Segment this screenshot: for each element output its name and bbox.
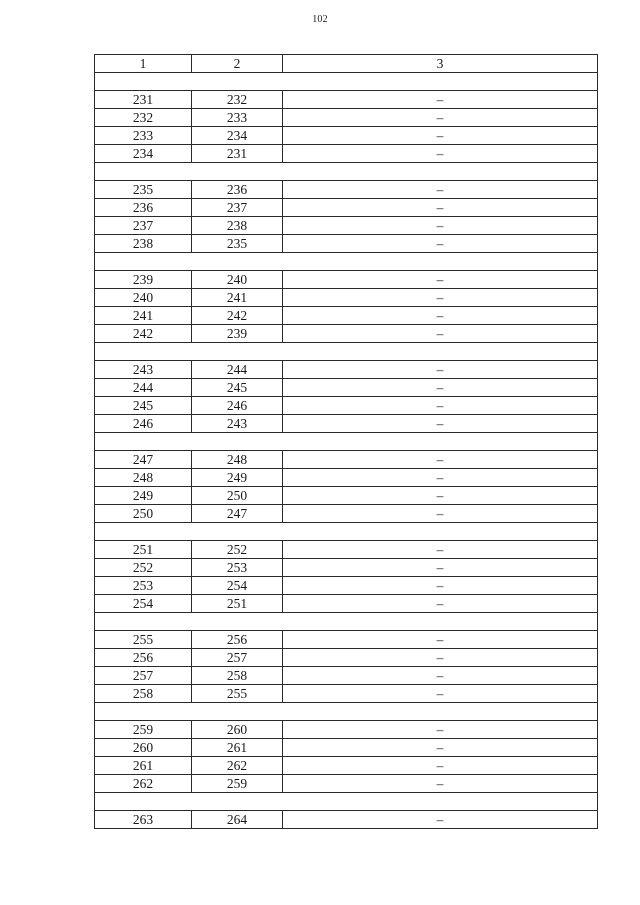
table-row xyxy=(95,649,598,667)
table-row xyxy=(95,505,598,523)
table-cell-col-2: 235 xyxy=(192,235,283,253)
table-cell-col-2: 231 xyxy=(192,145,283,163)
table-cell-col-3: – xyxy=(283,577,598,595)
table-cell-col-3: – xyxy=(283,379,598,397)
table-cell-col-3: – xyxy=(283,631,598,649)
table-cell-col-3: – xyxy=(283,739,598,757)
table-cell-col-2: 259 xyxy=(192,775,283,793)
table-cell-col-1: 242 xyxy=(95,325,192,343)
table-cell-col-2: 249 xyxy=(192,469,283,487)
table-cell-col-3: – xyxy=(283,199,598,217)
separator-cell xyxy=(95,163,598,181)
table-row xyxy=(95,757,598,775)
table-row xyxy=(95,307,598,325)
table-cell-col-1: 240 xyxy=(95,289,192,307)
table-cell-col-1: 260 xyxy=(95,739,192,757)
table-row xyxy=(95,145,598,163)
table-cell-col-2: 248 xyxy=(192,451,283,469)
table-cell-col-3: – xyxy=(283,757,598,775)
table-cell-col-3: – xyxy=(283,325,598,343)
table-cell-col-3: – xyxy=(283,361,598,379)
table-cell-col-3: – xyxy=(283,289,598,307)
table-cell-col-2: 234 xyxy=(192,127,283,145)
table-cell-col-2: 253 xyxy=(192,559,283,577)
table-row xyxy=(95,739,598,757)
separator-cell xyxy=(95,253,598,271)
table-row xyxy=(95,217,598,235)
separator-cell xyxy=(95,343,598,361)
table-cell-col-3: – xyxy=(283,307,598,325)
table-cell-col-1: 246 xyxy=(95,415,192,433)
table-cell-col-3: – xyxy=(283,559,598,577)
table-row xyxy=(95,685,598,703)
table-cell-col-3: – xyxy=(283,667,598,685)
table-cell-col-1: 244 xyxy=(95,379,192,397)
table-cell-col-2: 254 xyxy=(192,577,283,595)
column-header-3: 3 xyxy=(283,55,598,73)
table-row xyxy=(95,775,598,793)
table-row xyxy=(95,91,598,109)
table-cell-col-2: 262 xyxy=(192,757,283,775)
table-cell-col-3: – xyxy=(283,235,598,253)
table-row xyxy=(95,109,598,127)
table-cell-col-3: – xyxy=(283,217,598,235)
table-cell-col-2: 244 xyxy=(192,361,283,379)
table-row xyxy=(95,379,598,397)
group-separator-row xyxy=(95,73,598,91)
table-row xyxy=(95,541,598,559)
table-cell-col-2: 241 xyxy=(192,289,283,307)
table-cell-col-1: 263 xyxy=(95,811,192,829)
separator-cell xyxy=(95,793,598,811)
table-cell-col-2: 233 xyxy=(192,109,283,127)
table-cell-col-1: 234 xyxy=(95,145,192,163)
page-number: 102 xyxy=(312,14,328,25)
table-cell-col-3: – xyxy=(283,469,598,487)
column-header-1: 1 xyxy=(95,55,192,73)
table-cell-col-2: 237 xyxy=(192,199,283,217)
group-separator-row xyxy=(95,253,598,271)
table-cell-col-3: – xyxy=(283,505,598,523)
table-row xyxy=(95,415,598,433)
table-cell-col-1: 254 xyxy=(95,595,192,613)
table-cell-col-2: 242 xyxy=(192,307,283,325)
table-cell-col-2: 246 xyxy=(192,397,283,415)
table-cell-col-3: – xyxy=(283,181,598,199)
table-row xyxy=(95,811,598,829)
table-cell-col-3: – xyxy=(283,685,598,703)
table-cell-col-2: 243 xyxy=(192,415,283,433)
table-cell-col-3: – xyxy=(283,811,598,829)
table-cell-col-1: 238 xyxy=(95,235,192,253)
table-cell-col-1: 251 xyxy=(95,541,192,559)
table-header-row xyxy=(95,55,598,73)
table-cell-col-3: – xyxy=(283,127,598,145)
table-cell-col-2: 247 xyxy=(192,505,283,523)
table-cell-col-1: 256 xyxy=(95,649,192,667)
table-cell-col-1: 252 xyxy=(95,559,192,577)
table-row xyxy=(95,235,598,253)
table-cell-col-3: – xyxy=(283,109,598,127)
table-cell-col-1: 248 xyxy=(95,469,192,487)
table-cell-col-2: 256 xyxy=(192,631,283,649)
table-row xyxy=(95,577,598,595)
table-cell-col-2: 232 xyxy=(192,91,283,109)
table-cell-col-3: – xyxy=(283,775,598,793)
table-cell-col-1: 236 xyxy=(95,199,192,217)
table-row xyxy=(95,595,598,613)
table-cell-col-2: 240 xyxy=(192,271,283,289)
table-row xyxy=(95,127,598,145)
table-row xyxy=(95,631,598,649)
table-row xyxy=(95,487,598,505)
table-cell-col-2: 250 xyxy=(192,487,283,505)
table-row xyxy=(95,559,598,577)
table-body xyxy=(95,55,598,829)
table-cell-col-3: – xyxy=(283,271,598,289)
table-cell-col-2: 258 xyxy=(192,667,283,685)
data-table xyxy=(94,54,598,829)
separator-cell xyxy=(95,433,598,451)
table-cell-col-1: 262 xyxy=(95,775,192,793)
table-cell-col-2: 252 xyxy=(192,541,283,559)
table-cell-col-1: 237 xyxy=(95,217,192,235)
table-row xyxy=(95,397,598,415)
group-separator-row xyxy=(95,343,598,361)
group-separator-row xyxy=(95,703,598,721)
group-separator-row xyxy=(95,523,598,541)
separator-cell xyxy=(95,73,598,91)
table-cell-col-2: 251 xyxy=(192,595,283,613)
group-separator-row xyxy=(95,433,598,451)
table-cell-col-1: 253 xyxy=(95,577,192,595)
table-row xyxy=(95,451,598,469)
table-cell-col-2: 245 xyxy=(192,379,283,397)
table-cell-col-2: 261 xyxy=(192,739,283,757)
table-cell-col-3: – xyxy=(283,397,598,415)
table-cell-col-3: – xyxy=(283,91,598,109)
table-row xyxy=(95,199,598,217)
table-cell-col-2: 264 xyxy=(192,811,283,829)
separator-cell xyxy=(95,613,598,631)
group-separator-row xyxy=(95,163,598,181)
table-row xyxy=(95,361,598,379)
table-row xyxy=(95,721,598,739)
table-row xyxy=(95,667,598,685)
table-cell-col-2: 255 xyxy=(192,685,283,703)
table-cell-col-1: 255 xyxy=(95,631,192,649)
table-cell-col-2: 239 xyxy=(192,325,283,343)
table-row xyxy=(95,469,598,487)
table-cell-col-2: 236 xyxy=(192,181,283,199)
group-separator-row xyxy=(95,613,598,631)
table-cell-col-3: – xyxy=(283,451,598,469)
table-cell-col-1: 233 xyxy=(95,127,192,145)
table-cell-col-3: – xyxy=(283,145,598,163)
table-cell-col-1: 243 xyxy=(95,361,192,379)
table-cell-col-1: 250 xyxy=(95,505,192,523)
table-cell-col-3: – xyxy=(283,649,598,667)
column-header-2: 2 xyxy=(192,55,283,73)
table-row xyxy=(95,289,598,307)
table-cell-col-1: 259 xyxy=(95,721,192,739)
table-cell-col-1: 249 xyxy=(95,487,192,505)
table-row xyxy=(95,181,598,199)
table-cell-col-1: 247 xyxy=(95,451,192,469)
table-cell-col-2: 257 xyxy=(192,649,283,667)
table-cell-col-1: 258 xyxy=(95,685,192,703)
group-separator-row xyxy=(95,793,598,811)
table-cell-col-2: 238 xyxy=(192,217,283,235)
separator-cell xyxy=(95,523,598,541)
table-cell-col-1: 235 xyxy=(95,181,192,199)
table-cell-col-3: – xyxy=(283,721,598,739)
table-cell-col-1: 261 xyxy=(95,757,192,775)
table-cell-col-1: 231 xyxy=(95,91,192,109)
table-cell-col-1: 257 xyxy=(95,667,192,685)
table-cell-col-2: 260 xyxy=(192,721,283,739)
table-row xyxy=(95,325,598,343)
table-cell-col-1: 232 xyxy=(95,109,192,127)
table-cell-col-1: 241 xyxy=(95,307,192,325)
table-cell-col-3: – xyxy=(283,487,598,505)
table-row xyxy=(95,271,598,289)
table-cell-col-1: 239 xyxy=(95,271,192,289)
separator-cell xyxy=(95,703,598,721)
table-cell-col-3: – xyxy=(283,541,598,559)
table-cell-col-1: 245 xyxy=(95,397,192,415)
table-cell-col-3: – xyxy=(283,415,598,433)
table-cell-col-3: – xyxy=(283,595,598,613)
